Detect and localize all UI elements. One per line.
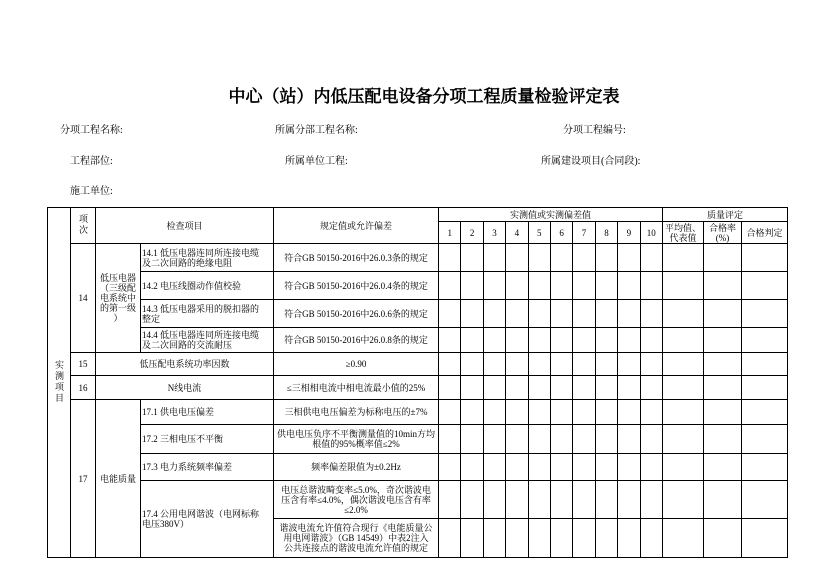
- measured-value-cell-8: [595, 272, 617, 300]
- measured-value-cell-6: [550, 481, 572, 519]
- page-title: 中心（站）内低压配电设备分项工程质量检验评定表: [228, 87, 620, 106]
- measured-value-cell-2: [461, 425, 483, 454]
- header-measured-point-10: 10: [640, 222, 663, 244]
- table-row: [48, 244, 788, 272]
- judgment-cell: [742, 300, 788, 328]
- check-item-cell: [141, 481, 274, 558]
- pass-rate-cell: [704, 376, 742, 400]
- measured-value-cell-2: [461, 300, 483, 328]
- judgment-cell: [742, 244, 788, 272]
- average-value-cell: [663, 272, 704, 300]
- header-average-line: 平均值、: [665, 222, 702, 233]
- item-group-line: ）: [113, 313, 123, 323]
- measured-value-cell-2: [461, 519, 483, 558]
- measured-value-cell-9: [618, 300, 640, 328]
- table-row: [48, 481, 788, 519]
- measured-value-cell-8: [595, 376, 617, 400]
- spec-cell: 符合GB 50150-2016中26.0.4条的规定: [274, 272, 439, 300]
- pass-rate-cell: [704, 481, 742, 519]
- measured-value-cell-1: [439, 454, 461, 481]
- spec-line: 谐波电流允许值符合现行《电能质量公: [279, 523, 433, 533]
- check-item-cell: [141, 244, 274, 272]
- judgment-cell: [742, 272, 788, 300]
- header-measured-point-7: 7: [573, 222, 595, 244]
- measured-value-cell-8: [595, 353, 617, 376]
- section-label-cell: [48, 208, 71, 558]
- judgment-cell: [742, 400, 788, 425]
- header-judgment: 合格判定: [742, 222, 788, 244]
- table-row: [48, 328, 788, 353]
- header-measured-point-4: 4: [506, 222, 528, 244]
- spec-cell: ≤三相相电流中相电流最小值的25%: [274, 376, 439, 400]
- pass-rate-cell: [704, 272, 742, 300]
- item-group-cell: [96, 244, 141, 353]
- measured-value-cell-1: [439, 328, 461, 353]
- measured-value-cell-5: [528, 272, 550, 300]
- measured-value-cell-3: [483, 353, 505, 376]
- measured-value-cell-4: [506, 425, 528, 454]
- average-value-cell: [663, 400, 704, 425]
- contractor-label: 施工单位:: [70, 186, 113, 197]
- average-value-cell: [663, 481, 704, 519]
- measured-value-cell-1: [439, 425, 461, 454]
- judgment-cell: [742, 454, 788, 481]
- measured-value-cell-4: [506, 481, 528, 519]
- measured-value-cell-6: [550, 519, 572, 558]
- average-value-cell: [663, 519, 704, 558]
- measured-value-cell-2: [461, 400, 483, 425]
- measured-value-cell-5: [528, 454, 550, 481]
- table-row: [48, 376, 788, 400]
- measured-value-cell-5: [528, 481, 550, 519]
- measured-value-cell-8: [595, 300, 617, 328]
- measured-value-cell-10: [640, 481, 663, 519]
- measured-value-cell-3: [483, 272, 505, 300]
- measured-value-cell-9: [618, 328, 640, 353]
- item-no-cell: 14: [71, 244, 96, 353]
- measured-value-cell-8: [595, 328, 617, 353]
- measured-value-cell-9: [618, 519, 640, 558]
- check-item-cell: [141, 300, 274, 328]
- header-measured-point-9: 9: [618, 222, 640, 244]
- measured-value-cell-1: [439, 481, 461, 519]
- spec-cell: [274, 425, 439, 454]
- inspection-table: [47, 207, 788, 558]
- header-pass-rate-line: 合格率: [709, 222, 737, 233]
- measured-value-cell-1: [439, 300, 461, 328]
- measured-value-cell-10: [640, 244, 663, 272]
- measured-value-cell-7: [573, 244, 595, 272]
- measured-value-cell-5: [528, 244, 550, 272]
- item-no-cell: 16: [71, 376, 96, 400]
- measured-value-cell-5: [528, 300, 550, 328]
- average-value-cell: [663, 353, 704, 376]
- measured-value-cell-9: [618, 353, 640, 376]
- measured-value-cell-2: [461, 272, 483, 300]
- measured-value-cell-2: [461, 376, 483, 400]
- measured-value-cell-4: [506, 400, 528, 425]
- spec-line: 公共连接点的谐波电流允许值的规定: [284, 543, 429, 553]
- measured-value-cell-2: [461, 328, 483, 353]
- measured-value-cell-7: [573, 519, 595, 558]
- spec-line: 用电网谐波》（GB 14549）中表2注入: [283, 533, 429, 543]
- measured-value-cell-3: [483, 400, 505, 425]
- check-item-cell: 14.2 电压线圈动作值校验: [141, 272, 274, 300]
- measured-value-cell-5: [528, 400, 550, 425]
- header-measured-point-5: 5: [528, 222, 550, 244]
- check-item-line: 14.3 低压电器采用的脱扣器的: [142, 303, 260, 314]
- judgment-cell: [742, 328, 788, 353]
- measured-value-cell-5: [528, 519, 550, 558]
- check-item-cell: 17.1 供电电压偏差: [141, 400, 274, 425]
- measured-value-cell-9: [618, 425, 640, 454]
- measured-value-cell-9: [618, 244, 640, 272]
- item-group-line: 低压电器: [99, 273, 136, 283]
- measured-value-cell-7: [573, 400, 595, 425]
- measured-value-cell-6: [550, 353, 572, 376]
- measured-value-cell-3: [483, 425, 505, 454]
- division-name-label: 所属分部工程名称:: [275, 125, 358, 136]
- measured-value-cell-6: [550, 272, 572, 300]
- check-item-line: 及二次回路的交流耐压: [142, 340, 233, 350]
- pass-rate-cell: [704, 519, 742, 558]
- measured-value-cell-8: [595, 519, 617, 558]
- pass-rate-cell: [704, 353, 742, 376]
- average-value-cell: [663, 425, 704, 454]
- measured-value-cell-4: [506, 519, 528, 558]
- header-item-no-label: 项次: [78, 213, 88, 236]
- measured-value-cell-10: [640, 353, 663, 376]
- measured-value-cell-3: [483, 328, 505, 353]
- measured-value-cell-10: [640, 454, 663, 481]
- measured-value-cell-3: [483, 244, 505, 272]
- measured-value-cell-9: [618, 400, 640, 425]
- spec-line: 压含有率≤4.0%，偶次谐波电压含有率: [281, 494, 431, 505]
- measured-value-cell-10: [640, 272, 663, 300]
- measured-value-cell-7: [573, 376, 595, 400]
- measured-value-cell-1: [439, 272, 461, 300]
- spec-cell: 符合GB 50150-2016中26.0.3条的规定: [274, 244, 439, 272]
- measured-value-cell-3: [483, 454, 505, 481]
- header-pass-rate-line: (%): [715, 232, 730, 243]
- check-item-line: 17.4 公用电网谐波（电网标称: [142, 509, 260, 519]
- measured-value-cell-6: [550, 376, 572, 400]
- spec-line: 供电电压负序不平衡测量值的10min方均: [277, 429, 436, 439]
- check-item-cell: 17.2 三相电压不平衡: [141, 425, 274, 454]
- judgment-cell: [742, 353, 788, 376]
- check-item-line: 14.1 低压电器连同所连接电缆: [142, 247, 260, 258]
- measured-value-cell-4: [506, 376, 528, 400]
- check-item-cell: 低压配电系统功率因数: [96, 353, 274, 376]
- subitem-no-label: 分项工程编号:: [563, 125, 626, 136]
- judgment-cell: [742, 519, 788, 558]
- measured-value-cell-4: [506, 328, 528, 353]
- measured-value-cell-8: [595, 425, 617, 454]
- measured-value-cell-7: [573, 272, 595, 300]
- measured-value-cell-9: [618, 272, 640, 300]
- check-item-line: 及二次回路的绝缘电阻: [142, 257, 233, 268]
- average-value-cell: [663, 376, 704, 400]
- measured-value-cell-4: [506, 454, 528, 481]
- measured-value-cell-5: [528, 376, 550, 400]
- measured-value-cell-2: [461, 454, 483, 481]
- measured-value-cell-5: [528, 353, 550, 376]
- measured-value-cell-1: [439, 519, 461, 558]
- table-row: [48, 454, 788, 481]
- measured-value-cell-5: [528, 425, 550, 454]
- subitem-name-label: 分项工程名称:: [60, 125, 123, 136]
- table-row: [48, 425, 788, 454]
- spec-cell: ≥0.90: [274, 353, 439, 376]
- item-group-line: 的第一级: [99, 303, 136, 313]
- spec-cell: [274, 519, 439, 558]
- table-row: [48, 272, 788, 300]
- header-row: [48, 208, 788, 222]
- measured-value-cell-7: [573, 300, 595, 328]
- spec-line: 根值的95%概率值≤2%: [312, 439, 400, 449]
- header-check-item: 检查项目: [96, 208, 274, 244]
- check-item-line: 整定: [142, 313, 161, 324]
- average-value-cell: [663, 328, 704, 353]
- header-quality: 质量评定: [663, 208, 788, 222]
- item-no-cell: 15: [71, 353, 96, 376]
- measured-value-cell-7: [573, 328, 595, 353]
- measured-value-cell-4: [506, 244, 528, 272]
- measured-value-cell-1: [439, 400, 461, 425]
- measured-value-cell-6: [550, 425, 572, 454]
- measured-value-cell-9: [618, 481, 640, 519]
- header-measured-point-8: 8: [595, 222, 617, 244]
- measured-value-cell-2: [461, 481, 483, 519]
- measured-value-cell-2: [461, 353, 483, 376]
- pass-rate-cell: [704, 425, 742, 454]
- measured-value-cell-3: [483, 481, 505, 519]
- measured-value-cell-1: [439, 244, 461, 272]
- judgment-cell: [742, 376, 788, 400]
- measured-value-cell-5: [528, 328, 550, 353]
- item-group-cell: 电能质量: [96, 400, 141, 558]
- header-measured-point-1: 1: [439, 222, 461, 244]
- measured-value-cell-8: [595, 454, 617, 481]
- table-row: [48, 353, 788, 376]
- measured-value-cell-7: [573, 454, 595, 481]
- measured-value-cell-8: [595, 481, 617, 519]
- measured-value-cell-9: [618, 454, 640, 481]
- measured-value-cell-6: [550, 328, 572, 353]
- spec-cell: 符合GB 50150-2016中26.0.6条的规定: [274, 300, 439, 328]
- table-row: [48, 300, 788, 328]
- item-group-line: 电系统中: [99, 293, 136, 303]
- spec-cell: 频率偏差限值为±0.2Hz: [274, 454, 439, 481]
- check-item-cell: 17.3 电力系统频率偏差: [141, 454, 274, 481]
- pass-rate-cell: [704, 400, 742, 425]
- measured-value-cell-7: [573, 425, 595, 454]
- measured-value-cell-10: [640, 376, 663, 400]
- header-measured-point-3: 3: [483, 222, 505, 244]
- average-value-cell: [663, 244, 704, 272]
- item-group-line: （三级配: [99, 283, 136, 293]
- measured-value-cell-10: [640, 425, 663, 454]
- unit-project-label: 所属单位工程:: [285, 156, 348, 167]
- measured-value-cell-6: [550, 244, 572, 272]
- spec-line: ≤2.0%: [344, 504, 368, 515]
- table-row: [48, 400, 788, 425]
- measured-value-cell-4: [506, 272, 528, 300]
- measured-value-cell-4: [506, 353, 528, 376]
- measured-value-cell-3: [483, 519, 505, 558]
- judgment-cell: [742, 481, 788, 519]
- header-measured-point-2: 2: [461, 222, 483, 244]
- measured-value-cell-7: [573, 353, 595, 376]
- measured-value-cell-10: [640, 328, 663, 353]
- measured-value-cell-6: [550, 300, 572, 328]
- header-item-no: [71, 208, 96, 244]
- judgment-cell: [742, 425, 788, 454]
- header-spec: 规定值或允许偏差: [274, 208, 439, 244]
- average-value-cell: [663, 454, 704, 481]
- spec-cell: 符合GB 50150-2016中26.0.8条的规定: [274, 328, 439, 353]
- header-pass-rate: [704, 222, 742, 244]
- section-label: 实测项目: [54, 359, 64, 404]
- pass-rate-cell: [704, 300, 742, 328]
- spec-cell: 三相供电电压偏差为标称电压的±7%: [274, 400, 439, 425]
- location-label: 工程部位:: [70, 156, 113, 167]
- measured-value-cell-6: [550, 454, 572, 481]
- pass-rate-cell: [704, 244, 742, 272]
- pass-rate-cell: [704, 328, 742, 353]
- measured-value-cell-4: [506, 300, 528, 328]
- header-measured-point-6: 6: [550, 222, 572, 244]
- measured-value-cell-10: [640, 519, 663, 558]
- measured-value-cell-3: [483, 300, 505, 328]
- spec-line: 电压总谐波畸变率≤5.0%，奇次谐波电: [281, 484, 431, 495]
- measured-value-cell-6: [550, 400, 572, 425]
- pass-rate-cell: [704, 454, 742, 481]
- spec-cell: [274, 481, 439, 519]
- measured-value-cell-10: [640, 300, 663, 328]
- check-item-cell: [141, 328, 274, 353]
- measured-value-cell-8: [595, 400, 617, 425]
- check-item-line: 14.4 低压电器连同所连接电缆: [142, 330, 260, 340]
- header-average: [663, 222, 704, 244]
- measured-value-cell-1: [439, 353, 461, 376]
- check-item-cell: N线电流: [96, 376, 274, 400]
- header-measured: 实测值或实测偏差值: [439, 208, 663, 222]
- construction-project-label: 所属建设项目(合同段):: [541, 156, 641, 167]
- header-average-line: 代表值: [669, 232, 697, 243]
- measured-value-cell-9: [618, 376, 640, 400]
- measured-value-cell-10: [640, 400, 663, 425]
- measured-value-cell-1: [439, 376, 461, 400]
- measured-value-cell-8: [595, 244, 617, 272]
- measured-value-cell-7: [573, 481, 595, 519]
- item-no-cell: 17: [71, 400, 96, 558]
- measured-value-cell-3: [483, 376, 505, 400]
- check-item-line: 电压380V）: [142, 519, 189, 529]
- average-value-cell: [663, 300, 704, 328]
- measured-value-cell-2: [461, 244, 483, 272]
